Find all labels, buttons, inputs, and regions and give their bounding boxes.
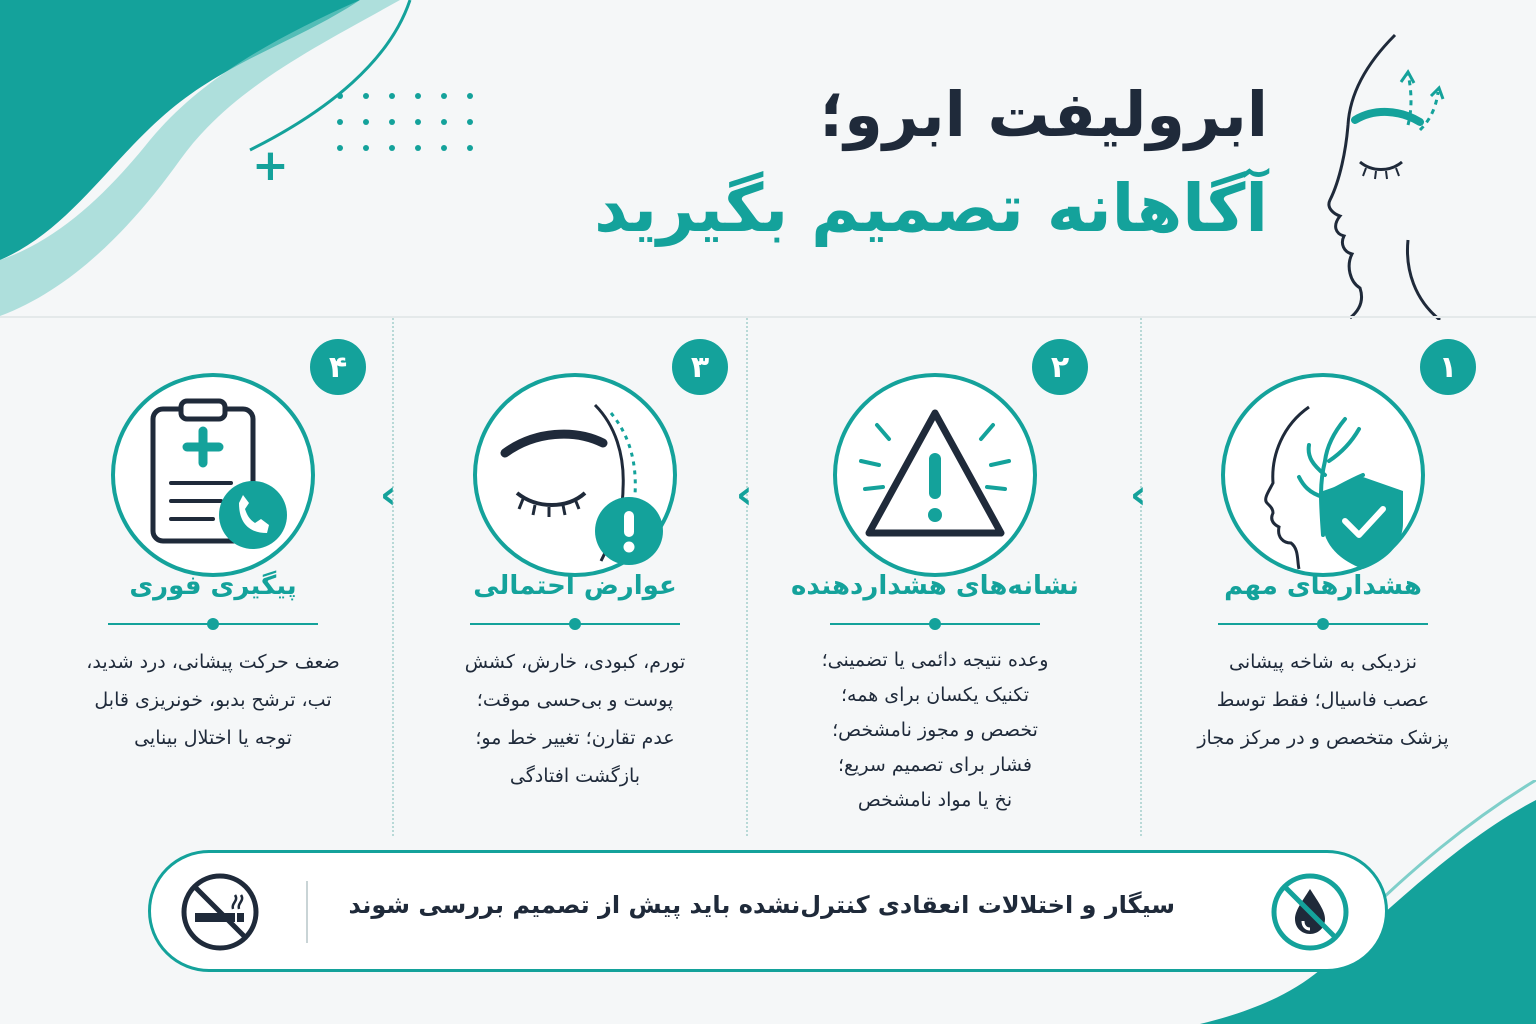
no-blood-drop-icon <box>1269 871 1351 953</box>
warning-triangle-icon <box>825 365 1045 585</box>
card-body-line: ضعف حرکت پیشانی، درد شدید، <box>86 651 340 673</box>
plus-decoration: + <box>252 140 289 191</box>
card-body <box>780 643 1090 818</box>
card-body-line: پوست و بی‌حسی موقت؛ <box>476 689 674 711</box>
card-body-line: تورم، کبودی، خارش، کشش <box>464 651 686 673</box>
closed-eye-alert-icon <box>465 365 685 585</box>
card-body-line: توجه یا اختلال بینایی <box>134 727 292 749</box>
column-divider <box>392 318 394 836</box>
card-title: پیگیری فوری <box>129 571 297 601</box>
card-body-line: تب، ترشح بدبو، خونریزی قابل <box>94 689 332 711</box>
card-title: عوارض احتمالی <box>473 571 677 601</box>
card-body-line: بازگشت افتادگی <box>509 765 641 787</box>
banner-divider <box>306 881 308 943</box>
card-warning-signs <box>770 325 1100 830</box>
column-divider <box>746 318 748 836</box>
card-number-badge: ۲ <box>1032 339 1088 395</box>
banner-text: سیگار و اختلالات انعقادی کنترل‌نشده باید پیش از تصمیم بررسی شوند <box>348 891 1175 919</box>
column-divider <box>1140 318 1142 836</box>
face-profile-lift-icon <box>1300 30 1480 320</box>
no-smoking-icon <box>179 871 261 953</box>
top-left-wave-decoration <box>0 0 480 320</box>
card-body <box>1168 643 1478 757</box>
header-divider <box>0 316 1536 318</box>
clipboard-phone-icon <box>103 365 323 585</box>
card-title-underline-dot <box>1317 618 1329 630</box>
card-title: هشدارهای مهم <box>1224 571 1422 601</box>
warning-banner <box>148 850 1388 972</box>
card-number-badge: ۱ <box>1420 339 1476 395</box>
card-body-line: فشار برای تصمیم سریع؛ <box>837 754 1032 776</box>
card-title-underline-dot <box>929 618 941 630</box>
face-nerve-shield-icon <box>1213 365 1433 585</box>
card-urgent-followup <box>48 325 378 830</box>
card-body-line: تکنیک یکسان برای همه؛ <box>841 684 1029 706</box>
dot-grid-decoration <box>330 88 480 158</box>
card-possible-complications <box>410 325 740 830</box>
card-body-line: پزشک متخصص و در مرکز مجاز <box>1197 727 1449 749</box>
card-body <box>58 643 368 757</box>
chevron-left-icon: ‹ <box>1130 472 1147 518</box>
card-title-underline-dot <box>569 618 581 630</box>
card-important-warnings <box>1158 325 1488 830</box>
card-number-badge: ۳ <box>672 339 728 395</box>
card-number-badge: ۴ <box>310 339 366 395</box>
card-title: نشانه‌های هشداردهنده <box>791 571 1079 601</box>
page-subtitle: آگاهانه تصمیم بگیرید <box>594 170 1268 247</box>
card-body <box>420 643 730 795</box>
card-body-line: تخصص و مجوز نامشخص؛ <box>832 719 1038 741</box>
card-body-line: عصب فاسیال؛ فقط توسط <box>1216 689 1430 711</box>
chevron-left-icon: ‹ <box>736 472 753 518</box>
chevron-left-icon: ‹ <box>380 472 397 518</box>
page-title: ابرولیفت ابرو؛ <box>819 78 1268 151</box>
card-title-underline-dot <box>207 618 219 630</box>
card-body-line: نزدیکی به شاخه پیشانی <box>1229 651 1417 673</box>
card-body-line: وعده نتیجه دائمی یا تضمینی؛ <box>821 649 1049 671</box>
card-body-line: عدم تقارن؛ تغییر خط مو؛ <box>475 727 675 749</box>
card-body-line: نخ یا مواد نامشخص <box>857 789 1013 811</box>
